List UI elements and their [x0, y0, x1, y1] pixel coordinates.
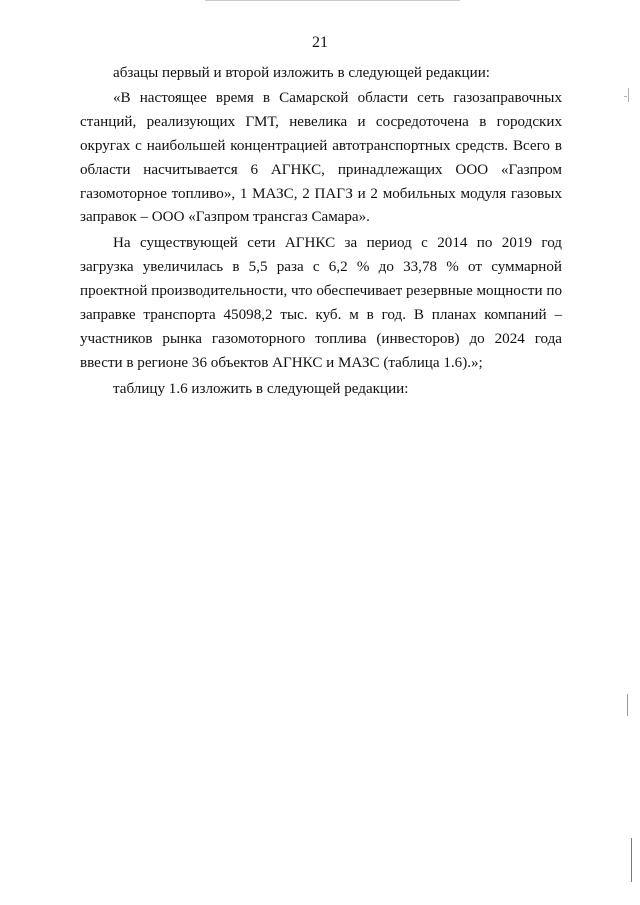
paragraph-agnks-load: На существующей сети АГНКС за период с 2014 по 2019 год загрузка увеличилась в 5,5 раза с 6,2 % до 33,78 % от суммарной проектной производительности, что обеспечивает резервные мощности по заправке транспорта 45098,2 тыс. куб. м в год. В планах компаний – участников рынка газомоторного топлива (инвесторов) до 2024 года ввести в регионе 36 объектов АГНКС и МАЗС (таблица 1.6).»;: [80, 235, 562, 371]
document-body: [80, 62, 562, 402]
paragraph-table-intro: таблицу 1.6 изложить в следующей редакции:: [113, 380, 409, 397]
scan-artifact-mark: [631, 838, 632, 882]
paragraph-amendment-intro: абзацы первый и второй изложить в следующей редакции:: [113, 65, 490, 81]
scan-artifact-mark: [627, 694, 628, 716]
scan-artifact-mark: [624, 96, 627, 97]
scan-edge-line: [205, 0, 460, 1]
scan-artifact-mark: [628, 88, 629, 102]
paragraph-gas-stations-network: «В настоящее время в Самарской области сеть газозаправочных станций, реализующих ГМТ, невелика и сосредоточена в городских округах с наибольшей концентрацией автотранспортных средств. Всего в области насчитывается 6 АГНКС, принадлежащих ООО «Газпром газомоторное топливо», 1 МАЗС, 2 ПАГЗ и 2 мобильных модуля газовых заправок – ООО «Газпром трансгаз Самара».: [80, 89, 562, 226]
page-number: 21: [312, 34, 328, 51]
